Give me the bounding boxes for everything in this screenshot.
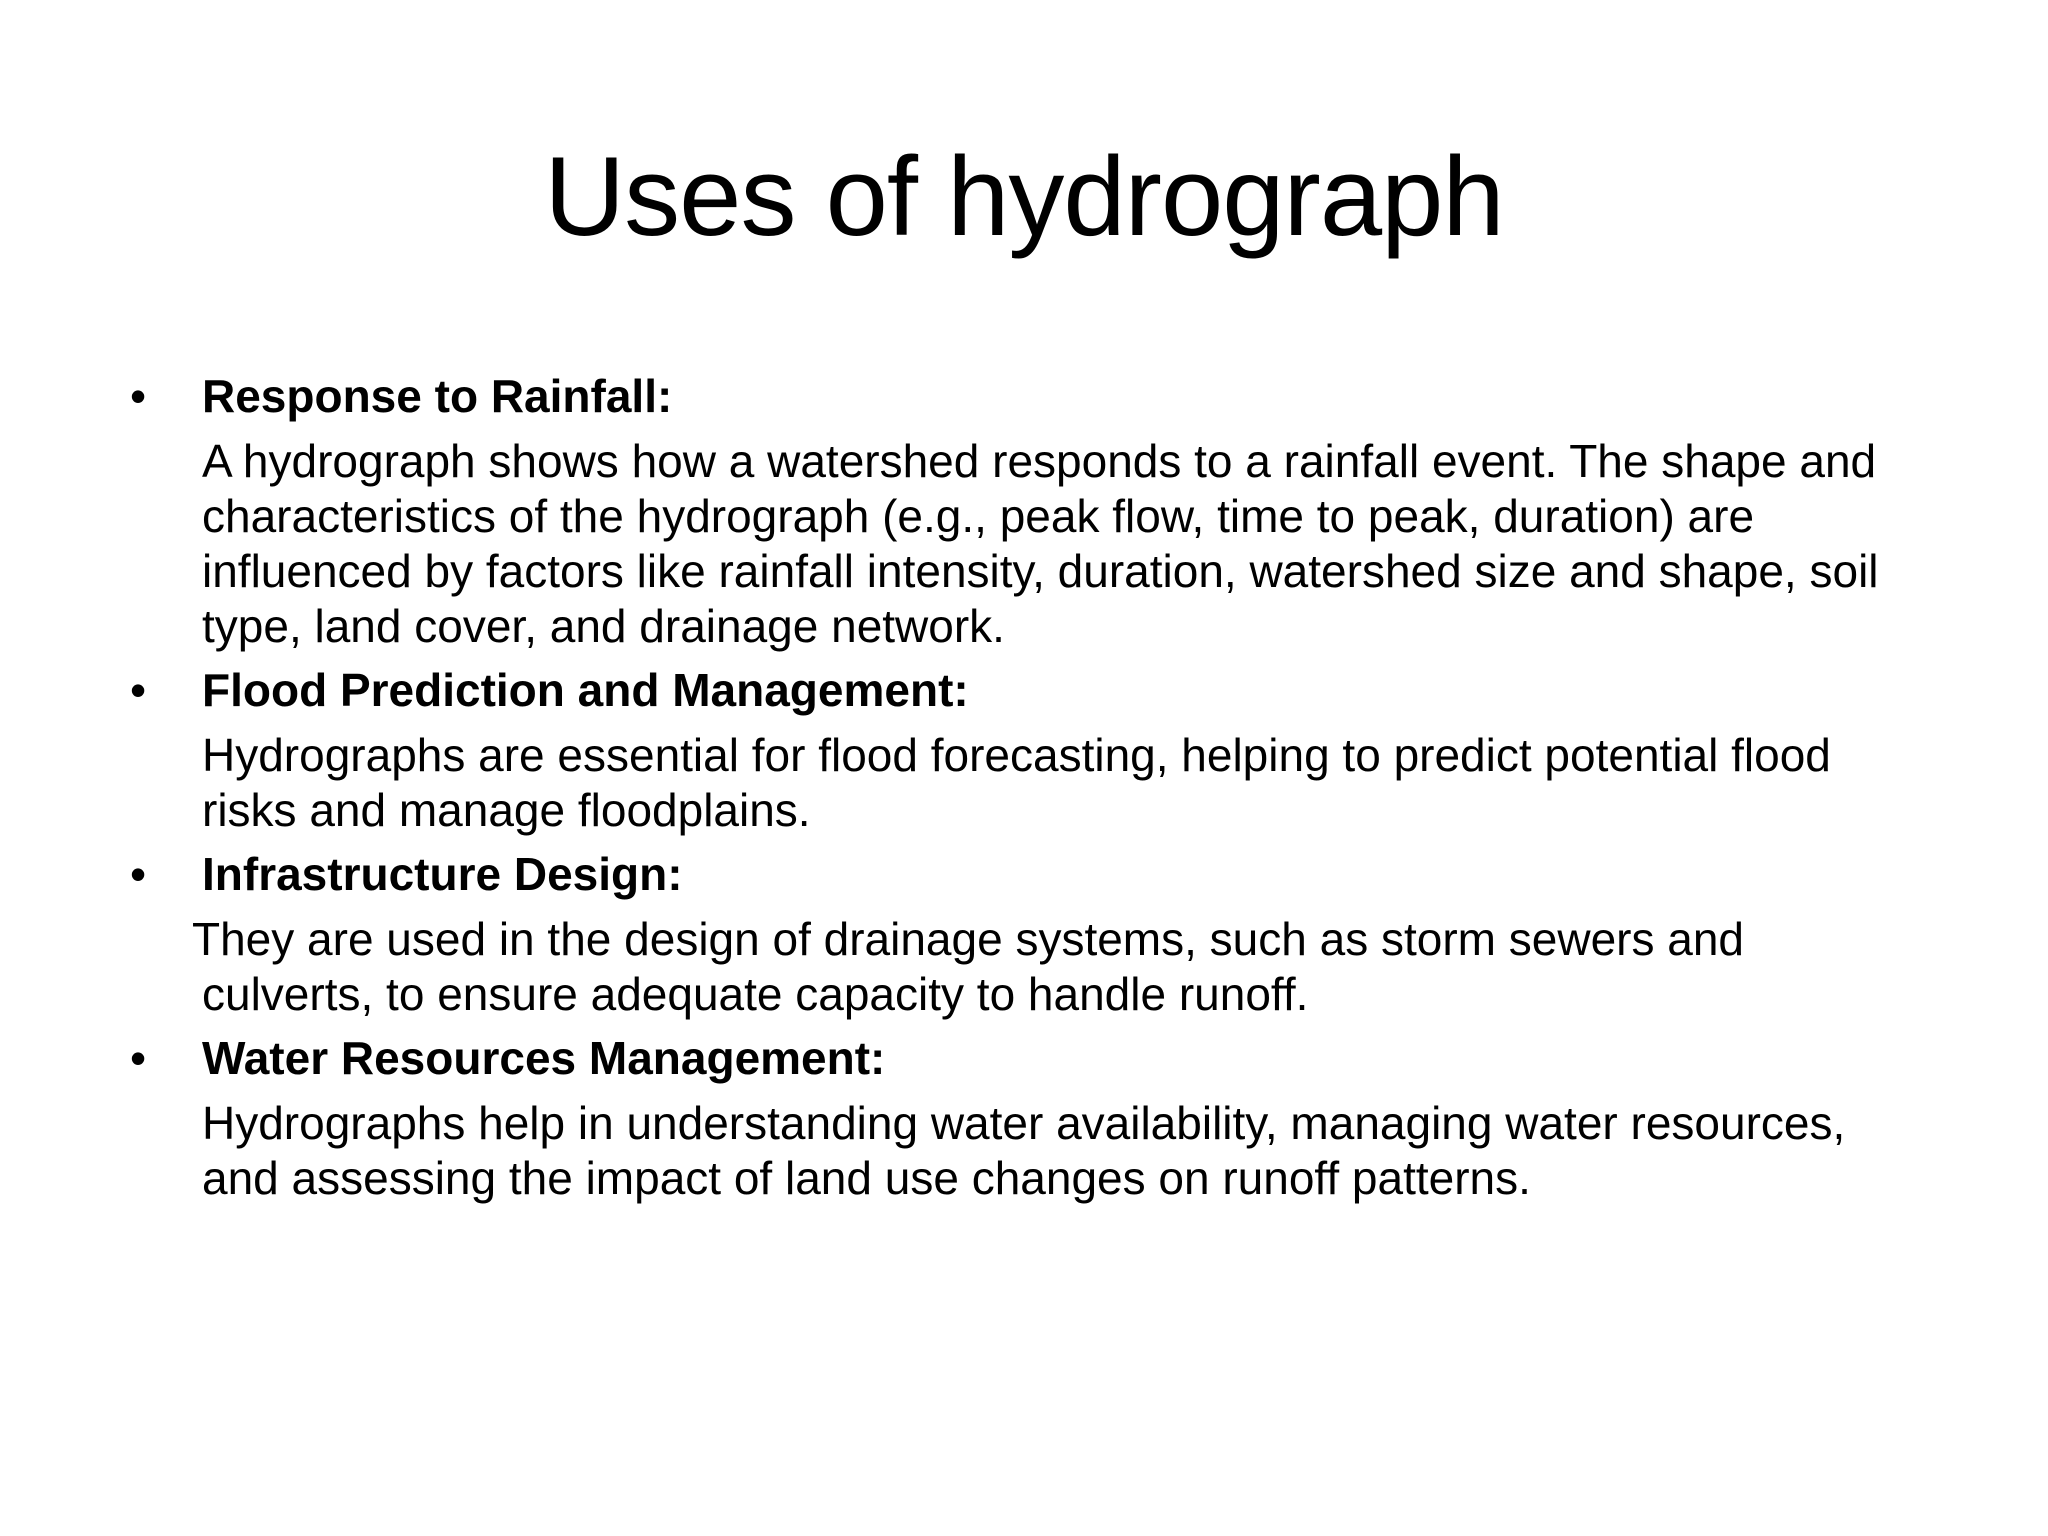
item-text: Hydrographs help in understanding water availability, managing water resources, and assessing the impact of land use changes on runoff patterns. xyxy=(202,1097,1846,1204)
list-item xyxy=(128,846,1928,1022)
list-item xyxy=(128,662,1928,838)
list-item xyxy=(128,1030,1928,1206)
bullet-icon: • xyxy=(130,848,147,900)
bullet-icon: • xyxy=(130,1032,147,1084)
slide-title: Uses of hydrograph xyxy=(544,134,1504,259)
bullet-icon: • xyxy=(130,664,147,716)
item-text: Hydrographs are essential for flood forecasting, helping to predict potential flood risks and manage floodplains. xyxy=(202,729,1831,836)
item-heading: Infrastructure Design: xyxy=(202,848,683,900)
item-text: They are used in the design of drainage systems, such as storm sewers and culverts, to ensure adequate capacity to handle runoff. xyxy=(192,913,1745,1020)
bullet-icon: • xyxy=(130,370,147,422)
item-heading: Response to Rainfall: xyxy=(202,370,673,422)
item-heading: Water Resources Management: xyxy=(202,1032,886,1084)
item-heading: Flood Prediction and Management: xyxy=(202,664,969,716)
list-item xyxy=(128,368,1928,654)
bullet-list xyxy=(128,368,1928,1214)
item-text: A hydrograph shows how a watershed responds to a rainfall event. The shape and characteristics of the hydrograph (e.g., peak flow, time to peak, duration) are influenced by factors like rainfall intensity, duration, watershed size and shape, soil type, land cover, and drainage network. xyxy=(202,435,1879,652)
